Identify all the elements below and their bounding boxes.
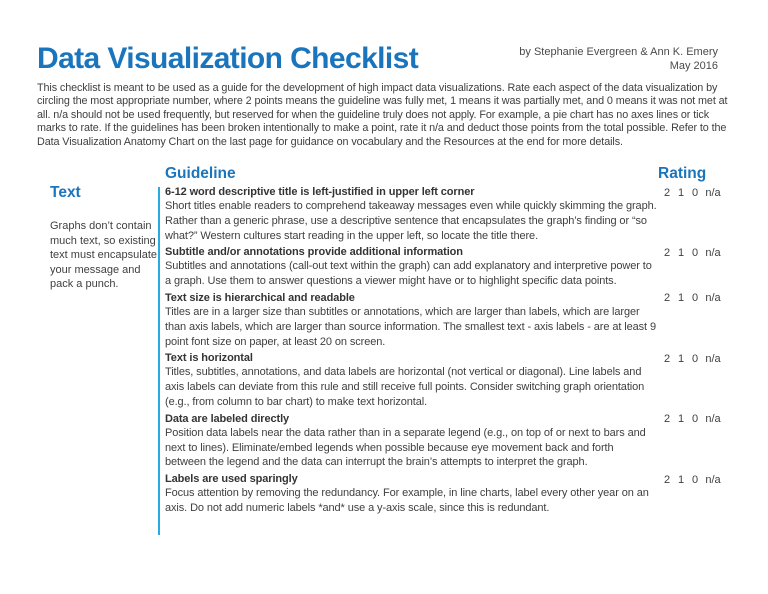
guideline-row xyxy=(165,473,768,516)
rating-option-0: 0 xyxy=(691,292,699,305)
rating-option-1: 1 xyxy=(677,246,685,259)
rating-option-1: 1 xyxy=(677,292,685,305)
rating-option-2: 2 xyxy=(663,473,671,486)
guideline-description: Position data labels near the data rather than in a separate legend (e.g., on top of or next to bars and next to lines). Eliminate/embed legends when possible because eye movement back and forth between the legend and the data can interrupt the brain’s attempts to interpret the graph. xyxy=(165,426,646,469)
rating-scale xyxy=(663,352,768,366)
guideline-title: Text is horizontal xyxy=(165,352,253,365)
rating-option-1: 1 xyxy=(677,186,685,199)
guideline-title: Data are labeled directly xyxy=(165,412,290,425)
intro-paragraph: This checklist is meant to be used as a guide for the development of high impact data visualizations. Rate each aspect of the data visualization by circling the most appropriate number, where 2 points means the guideline was fully met, 1 means it was partially met, and 0 means it was not met at all. n/a should not be used frequently, but reserved for when the guideline truly does not apply. For example, a pie chart has no axes lines or tick marks to rate. If the guidelines has been broken intentionally to make a point, rate it n/a and deduct those points from the total possible. Refer to the Data Visualization Anatomy Chart on the last page for guidance on vocabulary and the Resources at the end for more details. xyxy=(37,82,728,148)
guideline-title: Subtitle and/or annotations provide additional information xyxy=(165,246,463,259)
rating-option-na: n/a xyxy=(705,473,721,486)
guideline-row xyxy=(165,292,768,349)
guideline-text xyxy=(165,473,657,516)
guideline-row xyxy=(165,413,768,470)
guideline-row xyxy=(165,352,768,409)
rating-option-0: 0 xyxy=(691,246,699,259)
rating-option-1: 1 xyxy=(677,352,685,365)
rating-option-2: 2 xyxy=(663,413,671,426)
sidebar-section-note: Graphs don’t contain much text, so existing text must encapsulate your message and pack a punch. xyxy=(50,220,158,291)
byline-date: May 2016 xyxy=(669,60,718,72)
rating-scale xyxy=(663,186,768,200)
byline xyxy=(519,45,718,73)
rating-option-0: 0 xyxy=(691,413,699,426)
rating-option-0: 0 xyxy=(691,186,699,199)
rating-option-na: n/a xyxy=(705,413,721,426)
guideline-description: Titles are in a larger size than subtitles or annotations, which are larger than labels, which are larger than axis labels, which are larger than source information. The smallest text - axis labels - are at least 9 point font size on paper, at least 20 on screen. xyxy=(165,305,656,348)
guideline-list xyxy=(165,186,768,519)
rating-option-na: n/a xyxy=(705,352,721,365)
rating-option-na: n/a xyxy=(705,186,721,199)
rating-scale xyxy=(663,292,768,306)
guideline-title: Text size is hierarchical and readable xyxy=(165,291,355,304)
rating-option-2: 2 xyxy=(663,186,671,199)
guideline-column-header: Guideline xyxy=(165,165,236,182)
rating-column-header: Rating xyxy=(658,165,707,182)
rating-option-2: 2 xyxy=(663,352,671,365)
guideline-text xyxy=(165,292,657,349)
guideline-row xyxy=(165,186,768,243)
sidebar-section-text xyxy=(50,184,160,292)
rating-scale xyxy=(663,413,768,427)
guideline-text xyxy=(165,186,657,243)
guideline-description: Short titles enable readers to comprehend takeaway messages even while quickly skimming the graph. Rather than a generic phrase, use a descriptive sentence that encapsulates the graph’s finding or “so what?” Western cultures start reading in the upper left, so locate the title there. xyxy=(165,200,657,242)
guideline-title: 6-12 word descriptive title is left-justified in upper left corner xyxy=(165,186,475,198)
rating-option-na: n/a xyxy=(705,292,721,305)
rating-option-2: 2 xyxy=(663,246,671,259)
guideline-description: Titles, subtitles, annotations, and data labels are horizontal (not vertical or diagonal). Line labels and axis labels can deviate from this rule and still receive full points. Consider switching graph orientation (e.g., from column to bar chart) to make text horizontal. xyxy=(165,366,645,408)
rating-option-0: 0 xyxy=(691,352,699,365)
guideline-description: Subtitles and annotations (call-out text within the graph) can add explanatory and interpretive power to a graph. Use them to answer questions a viewer might have or to highlight specific data points. xyxy=(165,260,652,288)
guideline-title: Labels are used sparingly xyxy=(165,473,298,486)
sidebar-section-title: Text xyxy=(50,184,81,201)
guideline-description: Focus attention by removing the redundancy. For example, in line charts, label every other year on an axis. Do not add numeric labels *and* use a y-axis scale, since this is redundant. xyxy=(165,487,649,514)
guideline-text xyxy=(165,413,657,470)
guideline-text xyxy=(165,246,657,289)
rating-option-0: 0 xyxy=(691,473,699,486)
rating-option-1: 1 xyxy=(677,473,685,486)
rating-option-na: n/a xyxy=(705,246,721,259)
guideline-row xyxy=(165,246,768,289)
rating-option-1: 1 xyxy=(677,413,685,426)
rating-scale xyxy=(663,246,768,260)
page-title: Data Visualization Checklist xyxy=(37,42,419,75)
rating-scale xyxy=(663,473,768,487)
byline-authors: by Stephanie Evergreen & Ann K. Emery xyxy=(519,46,718,58)
rating-option-2: 2 xyxy=(663,292,671,305)
guideline-text xyxy=(165,352,657,409)
